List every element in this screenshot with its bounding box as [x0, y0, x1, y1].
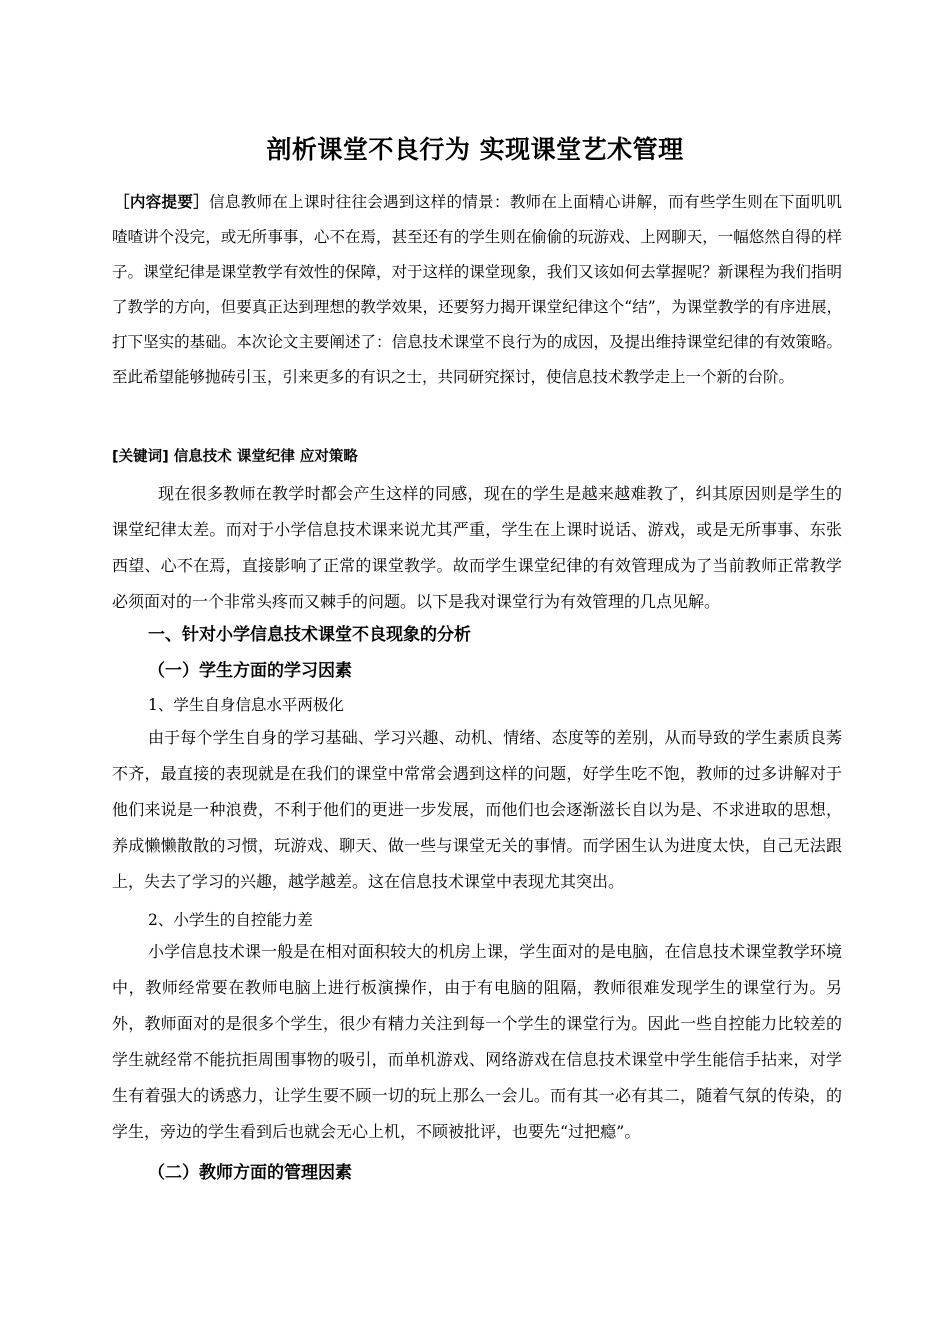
item-paragraph-2: 小学信息技术课一般是在相对面积较大的机房上课，学生面对的是电脑，在信息技术课堂教学环境中，教师经常要在教师电脑上进行板演操作，由于有电脑的阻隔，教师很难发现学生的课堂行为。另外，教师面对的是很多个学生，很少有精力关注到每一个学生的课堂行为。因此一些自控能力比较差的学生就经常不能抗拒周围事物的吸引，而单机游戏、网络游戏在信息技术课堂中学生能信手拈来，对学生有着强大的诱惑力，让学生要不顾一切的玩上那么一会儿。而有其一必有其二，随着气氛的传染，的学生，旁边的学生看到后也就会无心上机，不顾被批评，也要先“过把瘾”。: [112, 942, 842, 1141]
abstract-label: ［内容提要］: [114, 193, 209, 211]
abstract: [112, 185, 842, 395]
subsection-heading-teacher-factors: （二）教师方面的管理因素: [148, 1163, 352, 1183]
item-title-2: 2、小学生的自控能力差: [148, 911, 313, 929]
item-title-1: 1、学生自身信息水平两极化: [148, 696, 344, 714]
keywords: [关键词] 信息技术 课堂纪律 应对策略: [112, 449, 358, 465]
section-heading-1: 一、针对小学信息技术课堂不良现象的分析: [148, 625, 471, 645]
page-title: 剖析课堂不良行为 实现课堂艺术管理: [266, 135, 684, 164]
item-paragraph-1: 由于每个学生自身的学习基础、学习兴趣、动机、情绪、态度等的差别，从而导致的学生素质良莠不齐，最直接的表现就是在我们的课堂中常常会遇到这样的问题，好学生吃不饱，教师的过多讲解对于他们来说是一种浪费，不利于他们的更进一步发展，而他们也会逐渐滋长自以为是、不求进取的思想，养成懒懒散散的习惯，玩游戏、聊天、做一些与课堂无关的事情。而学困生认为进度太快，自己无法跟上，失去了学习的兴趣，越学越差。这在信息技术课堂中表现尤其突出。: [112, 728, 842, 891]
intro-paragraph: 现在很多教师在教学时都会产生这样的同感，现在的学生是越来越难教了，纠其原因则是学生的课堂纪律太差。而对于小学信息技术课来说尤其严重，学生在上课时说话、游戏，或是无所事事、东张西望、心不在焉，直接影响了正常的课堂教学。故而学生课堂纪律的有效管理成为了当前教师正常教学必须面对的一个非常头疼而又棘手的问题。以下是我对课堂行为有效管理的几点见解。: [112, 484, 842, 611]
abstract-text: 信息教师在上课时往往会遇到这样的情景：教师在上面精心讲解，而有些学生则在下面叽叽喳喳讲个没完，或无所事事，心不在焉，甚至还有的学生则在偷偷的玩游戏、上网聊天，一幅悠然自得的样子。课堂纪律是课堂教学有效性的保障，对于这样的课堂现象，我们又该如何去掌握呢？新课程为我们指明了教学的方向，但要真正达到理想的教学效果，还要努力揭开课堂纪律这个“结”，为课堂教学的有序进展，打下坚实的基础。本次论文主要阐述了：信息技术课堂不良行为的成因，及提出维持课堂纪律的有效策略。至此希望能够抛砖引玉，引来更多的有识之士，共同研究探讨，使信息技术教学走上一个新的台阶。: [112, 193, 842, 386]
subsection-heading-student-factors: （一）学生方面的学习因素: [148, 661, 352, 681]
